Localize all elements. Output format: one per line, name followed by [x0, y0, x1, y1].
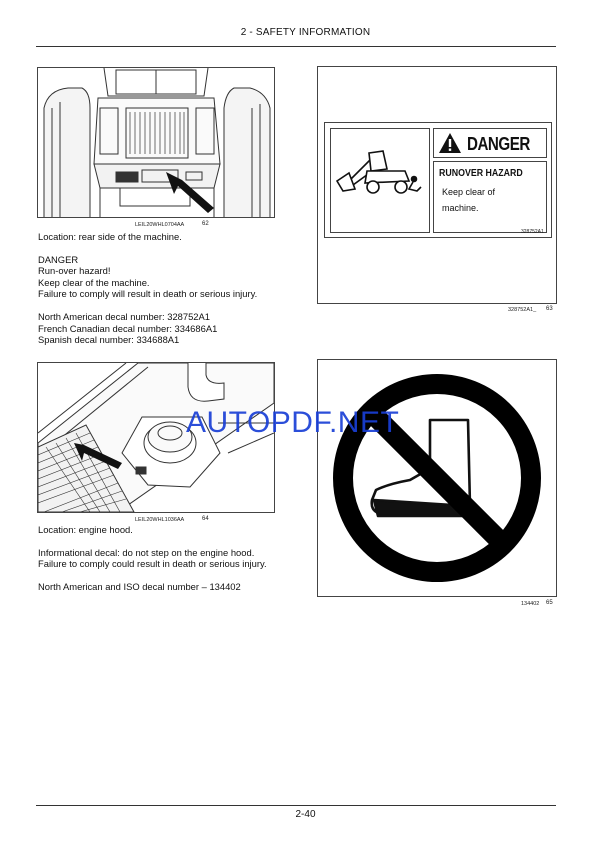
figure-62-rear-machine [37, 67, 275, 218]
page-number: 2-40 [295, 809, 316, 820]
hazard-line-2: Keep clear of the machine. [38, 276, 150, 288]
decal-body-line-1: Keep clear of [442, 187, 496, 197]
es-decal-number: Spanish decal number: 334688A1 [38, 334, 180, 346]
danger-decal [324, 122, 552, 238]
hazard-line-3: Failure to comply will result in death or serious injury. [38, 288, 258, 300]
hazard-line-1: Run-over hazard! [38, 265, 111, 277]
info-decal-line-1: Informational decal: do not step on the engine hood. [38, 546, 255, 558]
location-rear: Location: rear side of the machine. [38, 231, 182, 242]
na-iso-decal-number: North American and ISO decal number – 134402 [38, 580, 241, 592]
figure-64-id: LEIL20WHL1036AA [135, 517, 185, 523]
danger-word: DANGER [467, 133, 530, 154]
location-engine-hood: Location: engine hood. [38, 524, 133, 535]
na-decal-number: North American decal number: 328752A1 [38, 310, 210, 322]
decal-code: 328752A1 [521, 229, 544, 235]
loader-runover-icon [331, 129, 429, 232]
figure-65-id: 134402 [521, 601, 540, 607]
figure-63-decal-frame [317, 66, 557, 304]
page-header: 2 - SAFETY INFORMATION [240, 27, 371, 38]
section-1-text [38, 231, 308, 346]
danger-label: DANGER [38, 253, 79, 265]
header-rule [36, 46, 556, 47]
figure-63-number: 63 [546, 306, 553, 312]
watermark: AUTOPDF.NET [186, 406, 400, 439]
figure-62-id: LEIL20WHL0704AA [135, 222, 185, 228]
figure-65-no-step-decal [317, 359, 557, 597]
runover-pictogram-panel [330, 128, 430, 233]
section-2-text [38, 524, 308, 592]
info-decal-line-2: Failure to comply could result in death or serious injury. [38, 558, 267, 570]
danger-banner [433, 128, 547, 158]
hazard-text-panel [433, 161, 547, 233]
warning-triangle-icon [438, 132, 462, 154]
fr-decal-number: French Canadian decal number: 334686A1 [38, 322, 218, 334]
figure-65-number: 65 [546, 600, 553, 606]
no-step-boot-icon [318, 360, 556, 596]
figure-62-number: 62 [202, 221, 209, 227]
runover-hazard-title: RUNOVER HAZARD [439, 167, 523, 179]
rear-machine-illustration [38, 68, 274, 217]
decal-body-line-2: machine. [442, 203, 479, 213]
figure-63-id: 328752A1_ [508, 307, 537, 313]
footer-rule [36, 805, 556, 806]
figure-64-number: 64 [202, 516, 209, 522]
